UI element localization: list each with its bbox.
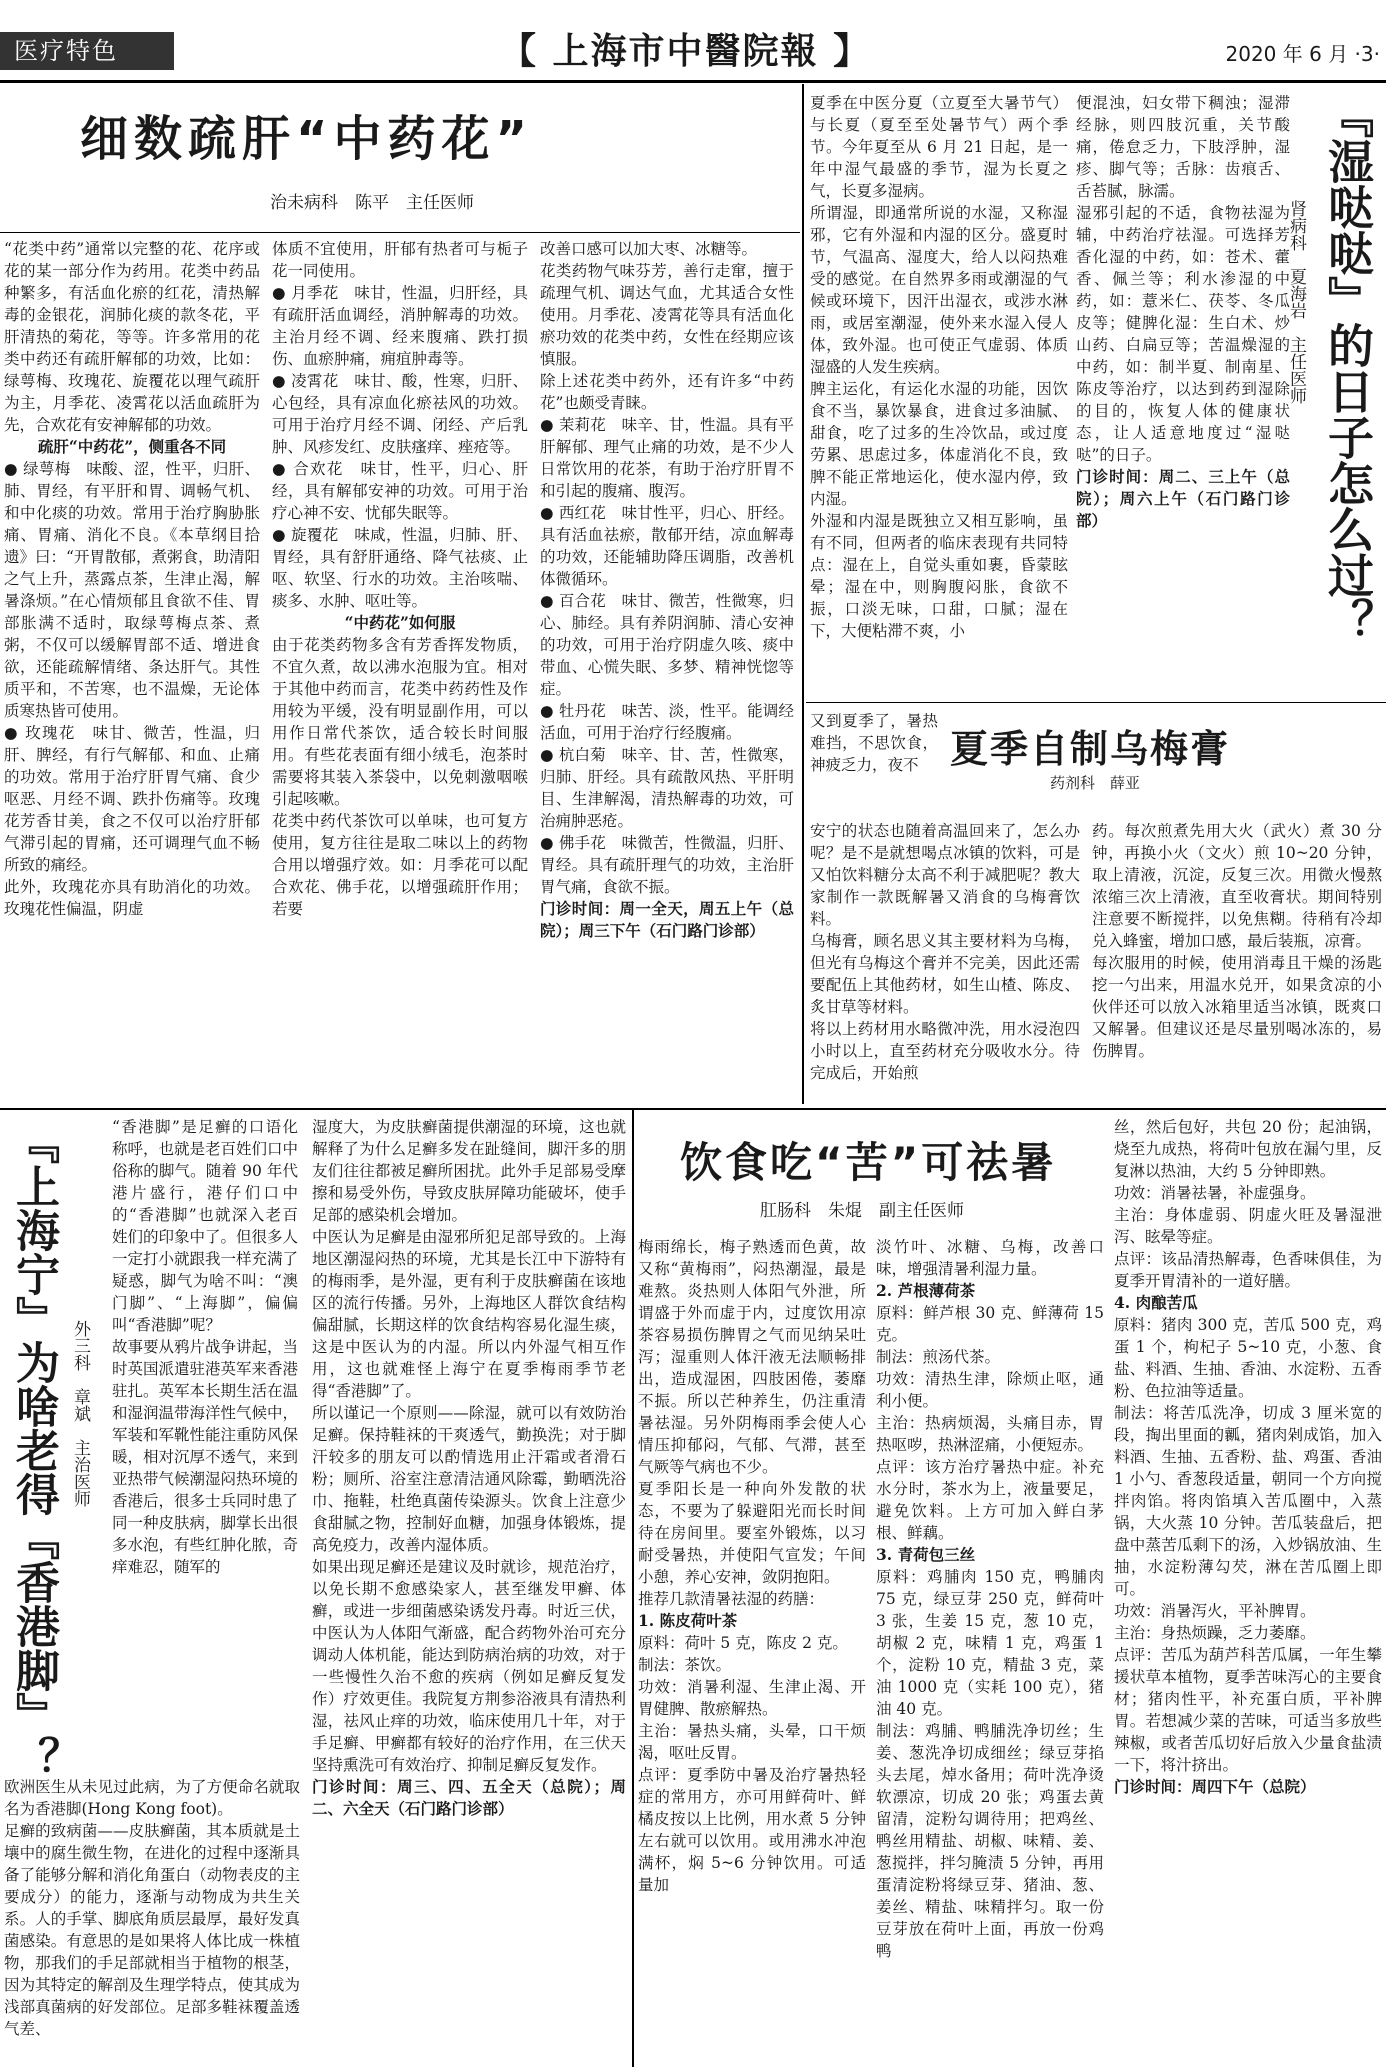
column-divider bbox=[802, 84, 804, 1104]
paragraph: ● 绿萼梅 味酸、涩，性平，归肝、肺、胃经，有平肝和胃、调畅气机、和中化痰的功效。常用于治疗胸胁胀痛、胃痛、消化不良。《本草纲目拾遗》曰：“开胃散郁，煮粥食，助清阳之气上升，蒸露点茶，生津止渴，解暑涤烦。”在心情烦郁且食欲不佳、胃部胀满不适时，取绿萼梅点茶、煮粥，不仅可以缓解胃部不适、增进食欲，还能疏解情绪、条达肝气。其性质平和，不苦寒，也不温燥，无论体质寒热皆可使用。 bbox=[4, 460, 260, 720]
paragraph: 梅雨绵长，梅子熟透而色黄，故又称“黄梅雨”，闷热潮湿，最是难熬。炎热则人体阳气外泄，所谓盛于外而虚于内，过度饮用凉茶容易损伤脾胃之气而见纳呆吐泻；湿重则人体汗液无法顺畅排出，造成湿困，四肢困倦，萎靡不振。所以芒种养生，仍注重清暑祛湿。另外阴梅雨季会使人心情压抑郁闷，气郁、气滞，甚至气厥等气病也不少。 bbox=[638, 1238, 866, 1476]
article-byline: 肾病科 夏海岩 主任医师 bbox=[1286, 200, 1306, 404]
article-column bbox=[4, 1776, 300, 2064]
paragraph: ● 西红花 味甘性平，归心、肝经。具有活血祛瘀，散郁开结，凉血解毒的功效，还能辅助降压调脂，改善机体微循环。 bbox=[540, 504, 794, 588]
paragraph: ● 杭白菊 味辛、甘、苦，性微寒，归肺、肝经。具有疏散风热、平肝明目、生津解渴，清热解毒的功效，可治痈肿恶疮。 bbox=[540, 746, 794, 830]
paragraph: 又到夏季了，暑热难挡，不思饮食，神疲乏力，夜不 bbox=[810, 712, 938, 774]
subheading: “中药花”如何服 bbox=[344, 613, 456, 632]
paragraph: 如果出现足癣还是建议及时就诊，规范治疗，以免长期不愈感染家人，甚至继发甲癣、体癣，或进一步细菌感染诱发丹毒。时近三伏，中医认为人体阳气渐盛，配合药物外治可充分调动人体机能，能达到防病治病的功效，对于一些慢性久治不愈的疾病（例如足癣反复发作）疗效更佳。我院复方荆参浴液具有清热利湿，祛风止痒的功效，临床使用几十年，对于手足癣、甲癣都有较好的治疗作用，在三伏天坚持熏洗可有效治疗、抑制足癣反复发作。 bbox=[312, 1558, 626, 1774]
paragraph: 安宁的状态也随着高温回来了，怎么办呢？是不是就想喝点冰镇的饮料，可是又怕饮料糖分太高不利于减肥呢？教大家制作一款既解暑又消食的乌梅膏饮料。 bbox=[810, 822, 1080, 928]
paragraph: ● 合欢花 味甘，性平，归心、肝经，具有解郁安神的功效。可用于治疗心神不安、忧郁失眠等。 bbox=[272, 460, 528, 522]
article-column bbox=[312, 1116, 626, 2064]
paragraph: 点评：该方治疗暑热中症。补充水分时，茶水为上，液量要足，避免饮料。上方可加入鲜白茅根、鲜藕。 bbox=[876, 1458, 1104, 1542]
paragraph: 故事要从鸦片战争讲起，当时英国派遣驻港英军来香港驻扎。英军本长期生活在温和湿润温带海洋性气候中，军装和军靴性能注重防风保暖，相对沉厚不透气，来到亚热带气候潮湿闷热环境的香港后，很多士兵同时患了同一种皮肤病，脚掌长出很多水泡，有些红肿化脓，奇痒难忍，随军的 bbox=[112, 1338, 298, 1576]
section-divider bbox=[0, 1108, 1386, 1110]
paragraph: 花类中药代茶饮可以单味，也可复方使用，复方往往是取二味以上的药物合用以增强疗效。如：月季花可以配合欢花、佛手花，以增强疏肝作用；若要 bbox=[272, 812, 528, 918]
paragraph: 推荐几款清暑祛湿的药膳： bbox=[638, 1590, 825, 1608]
article-column bbox=[1114, 1116, 1382, 2064]
paragraph: 淡竹叶、冰糖、乌梅，改善口味，增强清暑利湿力量。 bbox=[876, 1238, 1104, 1278]
paragraph: 点评：夏季防中暑及治疗暑热轻症的常用方，亦可用鲜荷叶、鲜橘皮按以上比例，用水煮 5 分钟左右就可以饮用。或用沸水冲泡满杯，焖 5~6 分钟饮用。可适量加 bbox=[638, 1766, 866, 1894]
paragraph: 原料：鸡脯肉 150 克，鸭脯肉 75 克，绿豆芽 250 克，鲜荷叶 3 张，生姜 15 克，葱 10 克，胡椒 2 克，味精 1 克，鸡蛋 1 个，淀粉 10 克，精盐 3 克，菜油 1000 克（实耗 100 克），猪油 40 克。 bbox=[876, 1568, 1104, 1718]
paragraph: 制法：鸡脯、鸭脯洗净切丝；生姜、葱洗净切成细丝；绿豆芽掐头去尾，焯水备用；荷叶洗净烫软漂凉，切成 20 张；鸡蛋去黄留清，淀粉勾调待用；把鸡丝、鸭丝用精盐、胡椒、味精、姜、葱搅拌，拌匀腌渍 5 分钟，再用蛋清淀粉将绿豆芽、猪油、葱、姜丝、精盐、味精拌匀。取一份豆芽放在荷叶上面，再放一份鸡鸭 bbox=[876, 1722, 1104, 1960]
paragraph: 外湿和内湿是既独立又相互影响，虽有不同，但两者的临床表现有共同特点：湿在上，自觉头重如裹，昏蒙眩晕；湿在中，则胸腹闷胀，食欲不振，口淡无味，口甜，口腻；湿在下，大便粘滞不爽，小 bbox=[810, 512, 1068, 640]
paragraph: 此外，玫瑰花亦具有助消化的功效。玫瑰花性偏温，阴虚 bbox=[4, 878, 260, 918]
article-byline: 药剂科 薛亚 bbox=[1050, 774, 1141, 792]
subheading: 疏肝“中药花”，侧重各不同 bbox=[37, 437, 227, 456]
paragraph: ● 牡丹花 味苦、淡，性平。能调经活血，可用于治疗行经腹痛。 bbox=[540, 702, 794, 742]
paragraph: 功效：消暑利湿、生津止渴、开胃健脾、散瘀解热。 bbox=[638, 1678, 866, 1718]
paragraph: 功效：清热生津，除烦止呕，通利小便。 bbox=[876, 1370, 1104, 1410]
paragraph: “香港脚”是足癣的口语化称呼，也就是老百姓们口中俗称的脚气。随着 90 年代港片盛行，港仔们口中的“香港脚”也就深入老百姓们的印象中了。但很多人一定打小就跟我一样充满了疑惑，脚气为啥不叫：“澳门脚”、“上海脚”，偏偏叫“香港脚”呢？ bbox=[112, 1118, 298, 1334]
article-column bbox=[540, 238, 794, 1138]
paragraph: 主治：热病烦渴，头痛目赤，胃热呕哕，热淋涩痛，小便短赤。 bbox=[876, 1414, 1104, 1454]
article-byline: 外三科 章斌 主治医师 bbox=[70, 1320, 90, 1507]
paragraph: 将以上药材用水略微冲洗，用水浸泡四小时以上，直至药材充分吸收水分。待完成后，开始煎 bbox=[810, 1020, 1080, 1082]
article-column bbox=[638, 1236, 866, 2064]
header-rule bbox=[0, 80, 1386, 83]
paragraph: 湿度大，为皮肤癣菌提供潮湿的环境，这也就解释了为什么足癣多发在趾缝间，脚汗多的朋友们往往都被足癣所困扰。此外手足部易受摩擦和易受外伤，导致皮肤屏障功能破坏，使手足部的感染机会增加。 bbox=[312, 1118, 626, 1224]
rule bbox=[0, 232, 800, 233]
article-column bbox=[1076, 92, 1290, 700]
paragraph: ● 月季花 味甘，性温，归肝经，具有疏肝活血调经，消肿解毒的功效。主治月经不调、经来腹痛、跌打损伤、血瘀肿痛，痈疽肿毒等。 bbox=[272, 284, 528, 368]
article-title: 细数疏肝“中药花” bbox=[80, 111, 534, 167]
paragraph: 由于花类药物多含有芳香挥发物质，不宜久煮，故以沸水泡服为宜。相对于其他中药而言，花类中药药性及作用较为平缓，没有明显副作用，可以用作日常代茶饮，适合较长时间服用。有些花表面有细小绒毛，泡茶时需要将其装入茶袋中，以免刺激咽喉引起咳嗽。 bbox=[272, 636, 528, 808]
paragraph: 主治：身热烦躁，乏力萎靡。 bbox=[1114, 1624, 1316, 1642]
paragraph: 体质不宜使用，肝郁有热者可与栀子花一同使用。 bbox=[272, 240, 528, 280]
article-byline: 肛肠科 朱焜 副主任医师 bbox=[760, 1201, 964, 1221]
article-title: 饮食吃“苦”可祛暑 bbox=[680, 1138, 1057, 1187]
paragraph: 脾主运化，有运化水湿的功能，因饮食不当，暴饮暴食，进食过多油腻、甜食，吃了过多的生冷饮品，或过度劳累、思虑过多，体虚消化不良，致脾不能正常地运化，使水湿内停，致内湿。 bbox=[810, 380, 1068, 508]
article-column bbox=[4, 238, 260, 1138]
paragraph: 主治：暑热头痛，头晕，口干烦渴，呕吐反胃。 bbox=[638, 1722, 866, 1762]
paragraph: 制法：茶饮。 bbox=[638, 1656, 732, 1674]
paragraph: 药。每次煎煮先用大火（武火）煮 30 分钟，再换小火（文火）煎 10~20 分钟，取上清液，沉淀，反复三次。用微火慢熬浓缩三次上清液，直至收膏状。期间特别注意要不断搅拌，以免焦糊。待稍有冷却兑入蜂蜜，增加口感，最后装瓶，凉膏。 bbox=[1092, 822, 1382, 950]
article-column bbox=[876, 1236, 1104, 2064]
paragraph: 夏季阳长是一种向外发散的状态，不要为了躲避阳光而长时间待在房间里。要室外锻炼，以习耐受暑热，并使阳气宣发；午间小憩，养心安神，敛阴抱阳。 bbox=[638, 1480, 866, 1586]
paragraph: 原料：鲜芦根 30 克、鲜薄荷 15 克。 bbox=[876, 1304, 1104, 1344]
masthead: 【 上海市中醫院報 】 bbox=[500, 30, 872, 72]
paragraph: 夏季在中医分夏（立夏至大暑节气）与长夏（夏至至处暑节气）两个季节。今年夏至从 6 月 21 日起，是一年中湿气最盛的季节，湿为长夏之气，长夏多湿病。 bbox=[810, 94, 1068, 200]
rule bbox=[806, 702, 1386, 703]
paragraph: 功效：消暑祛暑，补虚强身。 bbox=[1114, 1184, 1316, 1202]
paragraph: ● 旋覆花 味咸，性温，归肺、肝、胃经，具有舒肝通络、降气祛痰、止呕、软坚、行水的功效。主治咳喘、痰多、水肿、呕吐等。 bbox=[272, 526, 528, 610]
article-byline: 治未病科 陈平 主任医师 bbox=[270, 193, 474, 213]
paragraph: 便混浊，妇女带下稠浊；湿滞经脉，则四肢沉重，关节酸痛，倦怠乏力，下肢浮肿，湿疹、脚气等；舌脉：齿痕舌、舌苔腻，脉濡。 bbox=[1076, 94, 1290, 200]
paragraph: 所以谨记一个原则——除湿，就可以有效防治足癣。保持鞋袜的干爽透气，勤换洗；对于脚汗较多的朋友可以酌情选用止汗霜或者滑石粉；厕所、浴室注意清洁通风除霉，勤晒洗浴巾、拖鞋，杜绝真菌传染源头。饮食上注意少食甜腻之物，控制好血糖，加强身体锻炼，提高免疫力，改善内湿体质。 bbox=[312, 1404, 626, 1554]
paragraph: 点评：苦瓜为葫芦科苦瓜属，一年生攀援状草本植物，夏季苦味泻心的主要食材；猪肉性平，补充蛋白质，平补脾胃。若想减少菜的苦味，可适当多放些辣椒，或者苦瓜切好后放入少量食盐渍一下，将汁挤出。 bbox=[1114, 1646, 1382, 1774]
article-column bbox=[810, 710, 938, 820]
article-title: 『湿哒哒』的日子怎么过？ bbox=[1321, 92, 1375, 644]
paragraph: 制法：将苦瓜洗净，切成 3 厘米宽的段，掏出里面的瓤，猪肉剁成馅，加入料酒、生抽、五香粉、盐、鸡蛋、香油 1 小勺、香葱段适量，朝同一个方向搅拌肉馅。将肉馅填入苦瓜圈中，入蒸锅，大火蒸 10 分钟。苦瓜装盘后，把盘中蒸苦瓜剩下的汤，入炒锅放油、生抽，水淀粉薄勾芡，淋在苦瓜圈上即可。 bbox=[1114, 1404, 1382, 1598]
paragraph: 花类药物气味芬芳，善行走窜，擅于疏理气机、调达气血，尤其适合女性使用。月季花、凌霄花等具有活血化瘀功效的花类中药，女性在经期应该慎服。 bbox=[540, 262, 794, 368]
paragraph: ● 佛手花 味微苦，性微温，归肝、胃经。具有疏肝理气的功效，主治肝胃气痛，食欲不振。 bbox=[540, 834, 794, 896]
paragraph: 足癣的致病菌——皮肤癣菌，其本质就是土壤中的腐生微生物，在进化的过程中逐渐具备了能够分解和消化角蛋白（动物表皮的主要成分）的能力，逐渐与动物成为共生关系。人的手掌、脚底角质层最厚，最好发真菌感染。有意思的是如果将人体比成一株植物，那我们的手足部就相当于植物的根茎，因为其特定的解剖及生理学特点，使其成为浅部真菌病的好发部位。足部多鞋袜覆盖透气差、 bbox=[4, 1822, 300, 2038]
paragraph: 点评：该品清热解毒，色香味俱佳，为夏季开胃清补的一道好膳。 bbox=[1114, 1250, 1382, 1290]
paragraph: ● 玫瑰花 味甘、微苦，性温，归肝、脾经，有行气解郁、和血、止痛的功效。常用于治疗肝胃气痛、食少呕恶、月经不调、跌扑伤痛等。玫瑰花芳香甘美，食之不仅可以治疗肝郁气滞引起的胃痛，还可调理气血不畅所致的痛经。 bbox=[4, 724, 260, 874]
clinic-hours: 门诊时间：周二、三上午（总院）；周六上午（石门路门诊部） bbox=[1076, 467, 1290, 530]
recipe-title: 1. 陈皮荷叶茶 bbox=[638, 1611, 738, 1630]
paragraph: 乌梅膏，顾名思义其主要材料为乌梅，但光有乌梅这个膏并不完美，因此还需要配伍上其他药材，如生山楂、陈皮、炙甘草等材料。 bbox=[810, 932, 1080, 1016]
clinic-hours: 门诊时间：周三、四、五全天（总院）；周二、六全天（石门路门诊部） bbox=[312, 1777, 626, 1818]
article-title: 夏季自制乌梅膏 bbox=[950, 727, 1231, 771]
issue-date: 2020 年 6 月 ·3· bbox=[1225, 42, 1380, 66]
paragraph: 除上述花类中药外，还有许多“中药花”也颇受青睐。 bbox=[540, 372, 794, 412]
article-column bbox=[272, 238, 528, 1138]
recipe-title: 4. 肉酿苦瓜 bbox=[1114, 1293, 1198, 1312]
paragraph: ● 凌霄花 味甘、酸，性寒，归肝、心包经，具有凉血化瘀祛风的功效。可用于治疗月经不调、闭经、产后乳肿、风疹发红、皮肤瘙痒、痤疮等。 bbox=[272, 372, 528, 456]
paragraph: 原料：荷叶 5 克，陈皮 2 克。 bbox=[638, 1634, 848, 1652]
paragraph: 欧洲医生从未见过此病，为了方便命名就取名为香港脚(Hong Kong foot)。 bbox=[4, 1778, 300, 1818]
article-column bbox=[810, 820, 1080, 1102]
column-divider bbox=[632, 1110, 634, 2067]
paragraph: 每次服用的时候，使用消毒且干燥的汤匙挖一勺出来，用温水兑开，如果贪凉的小伙伴还可以放入冰箱里适当冰镇，既爽口又解暑。但建议还是尽量别喝冰冻的，易伤脾胃。 bbox=[1092, 954, 1382, 1060]
recipe-title: 2. 芦根薄荷茶 bbox=[876, 1281, 976, 1300]
paragraph: 制法：煎汤代茶。 bbox=[876, 1348, 1001, 1366]
paragraph: 湿邪引起的不适，食物祛湿为辅，中药治疗祛湿。可选择芳香化湿的中药，如：苍术、藿香、佩兰等；利水渗湿的中药，如：薏米仁、茯苓、冬瓜皮等；健脾化湿：生白术、炒山药、白扁豆等；苦温燥湿的中药，如：制半夏、制南星、陈皮等治疗，以达到药到湿除的目的，恢复人体的健康状态，让人适意地度过“湿哒哒”的日子。 bbox=[1076, 204, 1290, 464]
clinic-hours: 门诊时间：周四下午（总院） bbox=[1114, 1777, 1316, 1796]
recipe-title: 3. 青荷包三丝 bbox=[876, 1545, 976, 1564]
article-title: 『上海宁』为啥老得『香港脚』？ bbox=[8, 1120, 59, 1780]
clinic-hours: 门诊时间：周一全天，周五上午（总院）；周三下午（石门路门诊部） bbox=[540, 899, 794, 940]
paragraph: 功效：消暑泻火，平补脾胃。 bbox=[1114, 1602, 1316, 1620]
paragraph: 中医认为足癣是由湿邪所犯足部导致的。上海地区潮湿闷热的环境，尤其是长江中下游特有的梅雨季，是外湿，更有利于皮肤癣菌在该地区的流行传播。另外，上海地区人群饮食结构偏甜腻，长期这样的饮食结构容易化湿生痰，这是中医认为的内湿。所以内外湿气相互作用，这也就难怪上海宁在夏季梅雨季节老得“香港脚”了。 bbox=[312, 1228, 626, 1400]
paragraph: 改善口感可以加大枣、冰糖等。 bbox=[540, 240, 758, 258]
paragraph: ● 茉莉花 味辛、甘，性温。具有平肝解郁、理气止痛的功效，是不少人日常饮用的花茶，有助于治疗肝胃不和引起的腹痛、腹泻。 bbox=[540, 416, 794, 500]
paragraph: ● 百合花 味甘、微苦，性微寒，归心、肺经。具有养阴润肺、清心安神的功效，可用于治疗阴虚久咳、痰中带血、心慌失眠、多梦、精神恍惚等症。 bbox=[540, 592, 794, 698]
article-column bbox=[1092, 820, 1382, 1102]
paragraph: “花类中药”通常以完整的花、花序或花的某一部分作为药用。花类中药品种繁多，有活血化瘀的红花，清热解毒的金银花，润肺化痰的款冬花，平肝清热的菊花，等等。许多常用的花类中药还有疏肝解郁的功效，比如：绿萼梅、玫瑰花、旋覆花以理气疏肝为主，月季花、凌霄花以活血疏肝为先，合欢花有安神解郁的功效。 bbox=[4, 240, 260, 434]
article-column bbox=[112, 1116, 298, 1776]
paragraph: 所谓湿，即通常所说的水湿，又称湿邪，它有外湿和内湿的区分。盛夏时节，气温高、湿度大，给人以闷热难受的感觉。在自然界多雨或潮湿的气候或环境下，因汗出湿衣，或涉水淋雨，或居室潮湿，使外来水湿入侵人体，致外湿。也可使正气虚弱、体质湿盛的人发生疾病。 bbox=[810, 204, 1068, 376]
paragraph: 主治：身体虚弱、阴虚火旺及暑湿泄泻、眩晕等症。 bbox=[1114, 1206, 1382, 1246]
paragraph: 原料：猪肉 300 克，苦瓜 500 克，鸡蛋 1 个，枸杞子 5~10 克，小葱、食盐、料酒、生抽、香油、水淀粉、五香粉、色拉油等适量。 bbox=[1114, 1316, 1382, 1400]
article-column bbox=[810, 92, 1068, 700]
paragraph: 丝，然后包好，共包 20 份；起油锅，烧至九成热，将荷叶包放在漏勺里，反复淋以热油，大约 5 分钟即熟。 bbox=[1114, 1118, 1382, 1180]
section-label: 医疗特色 bbox=[0, 32, 174, 70]
